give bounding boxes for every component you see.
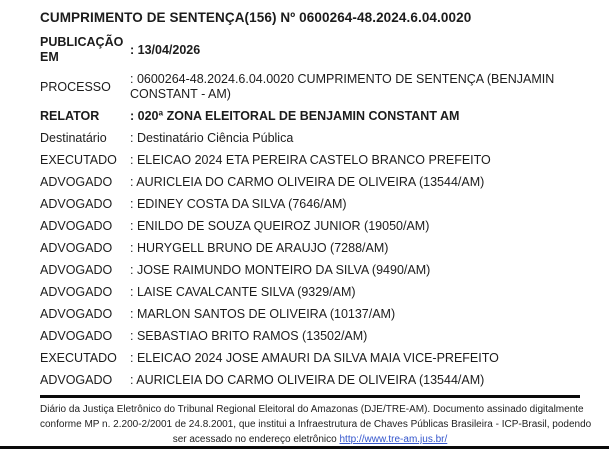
footer-divider xyxy=(40,395,580,398)
footer-line: Diário da Justiça Eletrônico do Tribunal Regional Eleitoral do Amazonas (DJE/TRE-AM). Documento assinado digitalmente xyxy=(40,404,584,415)
field-label: ADVOGADO xyxy=(40,285,113,299)
footer-note xyxy=(40,402,592,447)
field-value: : AURICLEIA DO CARMO OLIVEIRA DE OLIVEIRA (13544/AM) xyxy=(130,175,485,189)
field-value: : ENILDO DE SOUZA QUEIROZ JUNIOR (19050/AM) xyxy=(130,219,430,233)
field-value: : 0600264-48.2024.6.04.0020 CUMPRIMENTO DE SENTENÇA (BENJAMIN CONSTANT - AM) xyxy=(130,72,555,101)
field-value: : EDINEY COSTA DA SILVA (7646/AM) xyxy=(130,197,347,211)
field-label: EXECUTADO xyxy=(40,153,117,167)
footer-line: conforme MP n. 2.200-2/2001 de 24.8.2001, que institui a Infraestrutura de Chaves Públicas Brasileira - ICP-Brasil, podendo xyxy=(40,419,592,430)
field-value: : MARLON SANTOS DE OLIVEIRA (10137/AM) xyxy=(130,307,396,321)
table-row xyxy=(40,175,580,190)
table-row xyxy=(40,263,580,278)
page-title: CUMPRIMENTO DE SENTENÇA(156) Nº 0600264-48.2024.6.04.0020 xyxy=(40,10,472,25)
fields-table xyxy=(40,35,580,388)
table-row xyxy=(40,373,580,388)
table-row xyxy=(40,285,580,300)
field-value: : ELEICAO 2024 JOSE AMAURI DA SILVA MAIA VICE-PREFEITO xyxy=(130,351,499,365)
table-row xyxy=(40,329,580,344)
field-label: ADVOGADO xyxy=(40,329,113,343)
tre-am-link[interactable]: http://www.tre-am.jus.br/ xyxy=(339,434,448,445)
field-label: ADVOGADO xyxy=(40,219,113,233)
field-value: : JOSE RAIMUNDO MONTEIRO DA SILVA (9490/AM) xyxy=(130,263,431,277)
table-row xyxy=(40,307,580,322)
footer-line xyxy=(40,432,580,447)
table-row xyxy=(40,72,580,102)
field-value: : SEBASTIAO BRITO RAMOS (13502/AM) xyxy=(130,329,368,343)
field-label: PROCESSO xyxy=(40,79,111,94)
table-row xyxy=(40,241,580,256)
table-row xyxy=(40,131,580,146)
field-label: ADVOGADO xyxy=(40,197,113,211)
field-label: ADVOGADO xyxy=(40,307,113,321)
field-label: ADVOGADO xyxy=(40,373,113,387)
page-bottom-border xyxy=(0,446,609,449)
field-label: RELATOR xyxy=(40,109,100,123)
field-label: Destinatário xyxy=(40,131,107,145)
field-label: ADVOGADO xyxy=(40,263,113,277)
footer-link-prefix: ser acessado no endereço eletrônico xyxy=(172,434,340,445)
field-label: PUBLICAÇÃO EM xyxy=(40,35,124,64)
table-row xyxy=(40,197,580,212)
table-row xyxy=(40,219,580,234)
table-row xyxy=(40,109,580,124)
field-value: : AURICLEIA DO CARMO OLIVEIRA DE OLIVEIRA (13544/AM) xyxy=(130,373,485,387)
field-value: : 020ª ZONA ELEITORAL DE BENJAMIN CONSTANT AM xyxy=(130,109,460,123)
table-row xyxy=(40,35,580,65)
field-label: ADVOGADO xyxy=(40,241,113,255)
field-label: ADVOGADO xyxy=(40,175,113,189)
field-value: : LAISE CAVALCANTE SILVA (9329/AM) xyxy=(130,285,356,299)
field-value: : HURYGELL BRUNO DE ARAUJO (7288/AM) xyxy=(130,241,389,255)
field-value: : Destinatário Ciência Pública xyxy=(130,131,294,145)
field-value: : ELEICAO 2024 ETA PEREIRA CASTELO BRANCO PREFEITO xyxy=(130,153,491,167)
table-row xyxy=(40,351,580,366)
table-row xyxy=(40,153,580,168)
field-value: : 13/04/2026 xyxy=(130,42,201,57)
field-label: EXECUTADO xyxy=(40,351,117,365)
